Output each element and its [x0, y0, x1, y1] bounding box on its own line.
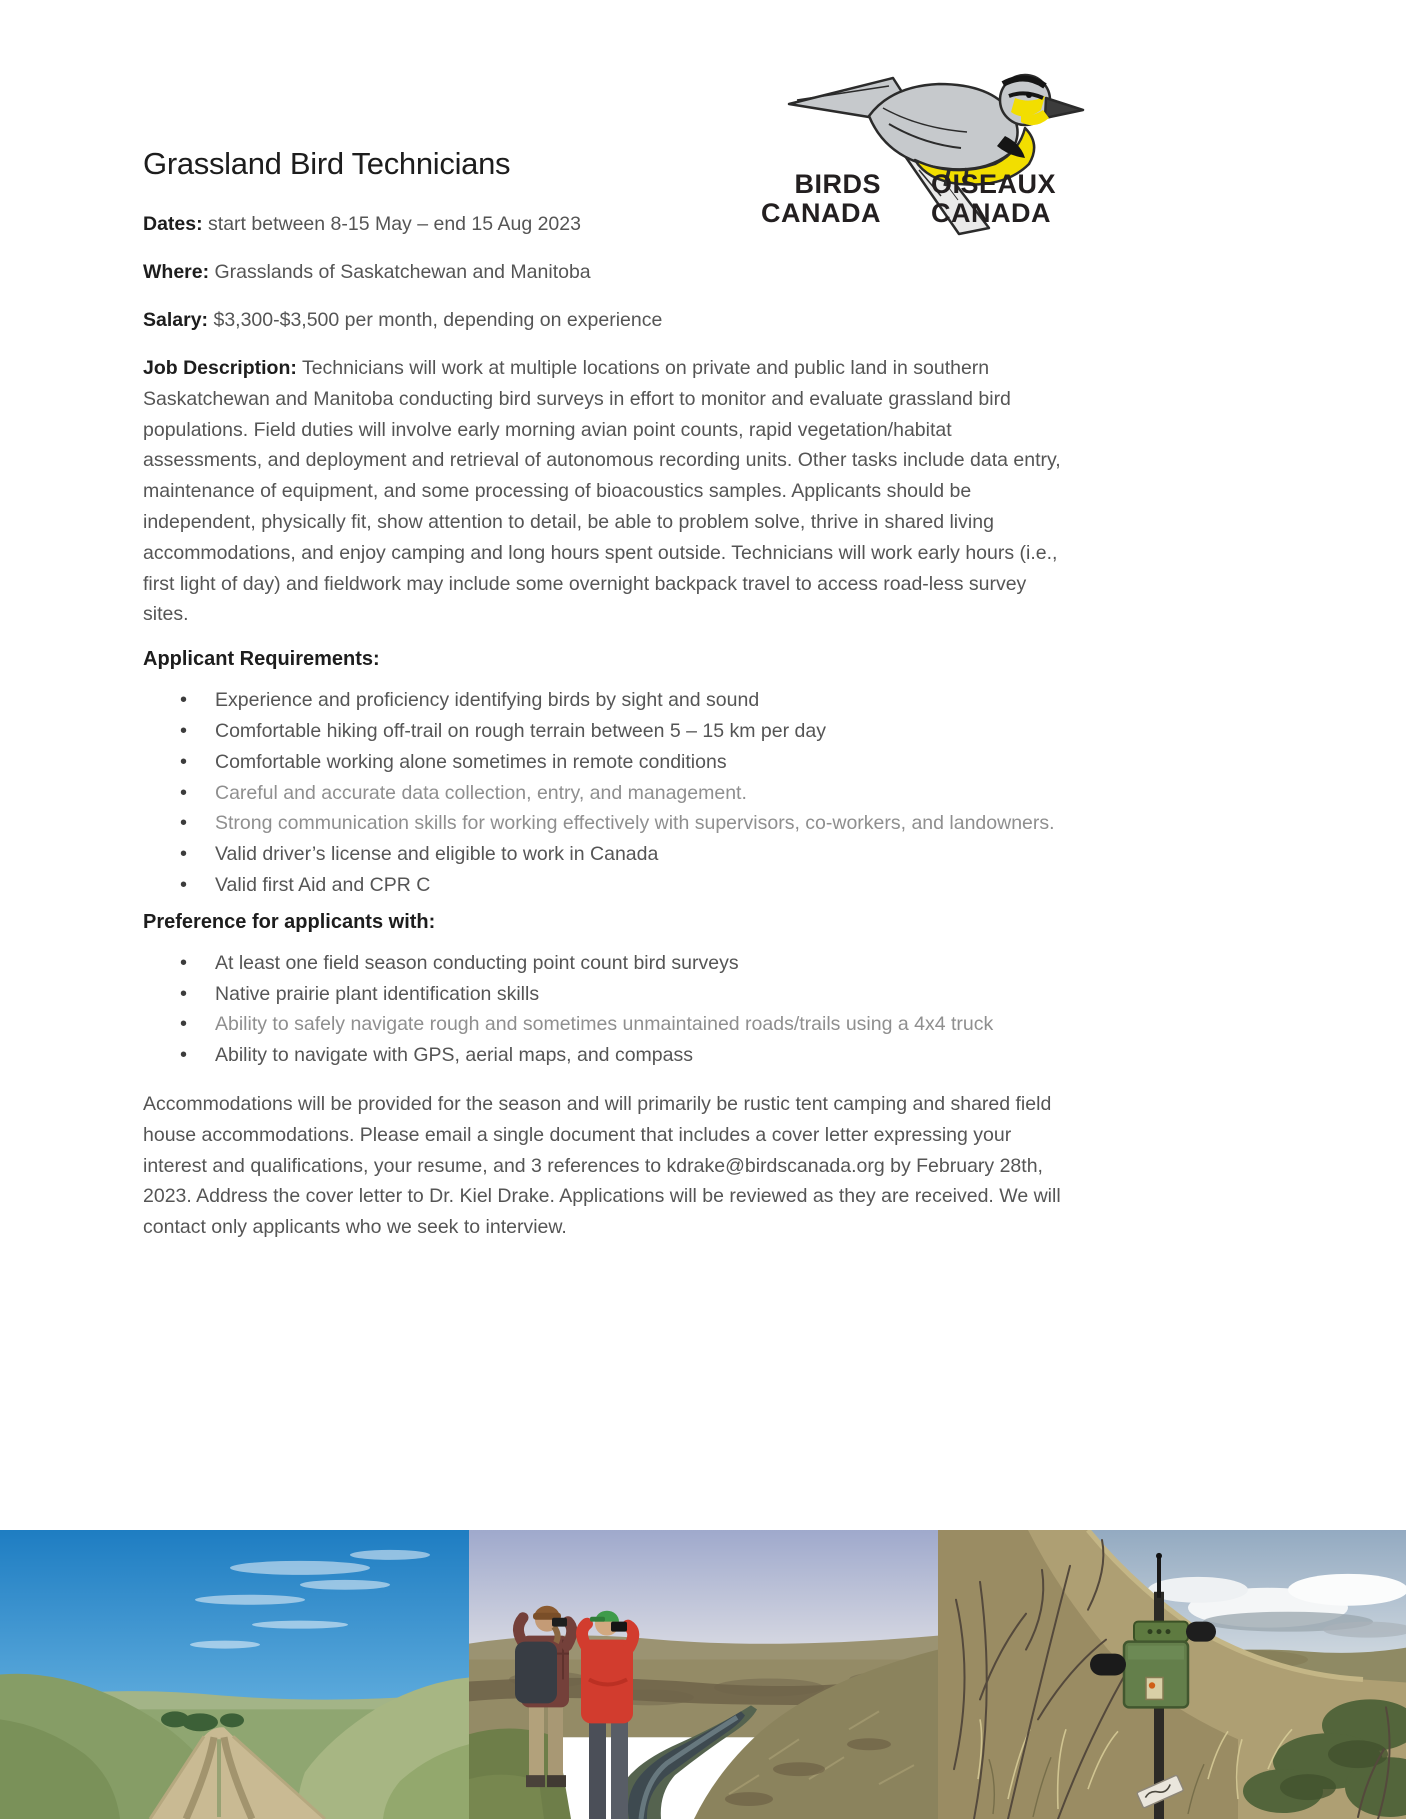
job-description-text: Technicians will work at multiple locations on private and public land in southern Saskatchewan and Manitoba conducting bird surveys in effort to monitor and evaluate grassland bird populations. Field duties will involve early morning avian point counts, rapid vegetation/habitat assessments, and deployment and retrieval of autonomous recording units. Other tasks include data entry, maintenance of equipment, and some processing of bioacoustics samples. Applicants should be independent, physically fit, show attention to detail, be able to problem solve, thrive in shared living accommodations, and enjoy camping and long hours spent outside. Technicians will work early hours (i.e., first light of day) and fieldwork may include some overnight backpack travel to access road-less survey sites.	[143, 357, 1061, 626]
salary-label: Salary:	[143, 309, 209, 331]
preferences-heading: Preference for applicants with:	[143, 910, 436, 933]
requirement-text: Comfortable working alone sometimes in remote conditions	[215, 750, 727, 773]
requirement-text: Valid first Aid and CPR C	[215, 873, 431, 896]
job-description-label: Job Description:	[143, 357, 297, 379]
requirements-heading: Applicant Requirements:	[143, 648, 380, 671]
preference-item	[143, 1009, 1068, 1040]
requirement-item	[143, 747, 1068, 778]
page-title: Grassland Bird Technicians	[143, 146, 511, 181]
requirement-text: Comfortable hiking off-trail on rough terrain between 5 – 15 km per day	[215, 719, 826, 742]
where-label: Where:	[143, 261, 210, 283]
requirement-item	[143, 839, 1068, 870]
requirement-text: Experience and proficiency identifying birds by sight and sound	[215, 689, 760, 712]
photo-strip	[0, 1530, 1406, 1819]
preference-text: Ability to navigate with GPS, aerial maps, and compass	[215, 1044, 693, 1067]
closing-paragraph: Accommodations will be provided for the season and will primarily be rustic tent camping and shared field house accommodations. Please email a single document that includes a cover letter expressing your interest and qualifications, your resume, and 3 references to kdrake@birdscanada.org by February 28th, 2023. Address the cover letter to Dr. Kiel Drake. Applications will be reviewed as they are received. We will contact only applicants who we seek to interview.	[143, 1092, 1061, 1239]
preference-item	[143, 1040, 1068, 1071]
preference-text: Native prairie plant identification skills	[215, 982, 540, 1005]
salary-value: $3,300-$3,500 per month, depending on experience	[213, 309, 663, 331]
prairie-road-photo	[0, 1530, 469, 1819]
requirements-list	[143, 685, 1068, 901]
dates-value: start between 8-15 May – end 15 Aug 2023	[208, 213, 581, 235]
technicians-overlook-photo	[469, 1530, 938, 1819]
dates-line	[143, 209, 1068, 240]
logo-text-canada-left: CANADA	[761, 198, 881, 228]
job-description	[143, 353, 1068, 630]
preference-text: At least one field season conducting point count bird surveys	[215, 951, 739, 974]
logo-text-oiseaux: OISEAUX	[931, 169, 1057, 199]
preference-item	[143, 948, 1068, 979]
requirement-item	[143, 778, 1068, 809]
requirement-item	[143, 685, 1068, 716]
preferences-list	[143, 948, 1068, 1071]
preference-text: Ability to safely navigate rough and sometimes unmaintained roads/trails using a 4x4 truck	[215, 1013, 994, 1036]
technician-in-red-jacket	[581, 1611, 633, 1819]
logo-text-birds: BIRDS	[794, 169, 881, 199]
requirement-text: Valid driver’s license and eligible to work in Canada	[215, 843, 659, 866]
requirement-item	[143, 716, 1068, 747]
dates-label: Dates:	[143, 213, 203, 235]
where-line	[143, 257, 1068, 288]
requirement-text: Careful and accurate data collection, entry, and management.	[215, 781, 747, 804]
requirement-item	[143, 808, 1068, 839]
document-body	[143, 146, 1068, 1261]
logo-text-canada-right: CANADA	[931, 198, 1051, 228]
salary-line	[143, 305, 1068, 336]
requirement-text: Strong communication skills for working effectively with supervisors, co-workers, and landowners.	[215, 812, 1055, 835]
where-value: Grasslands of Saskatchewan and Manitoba	[214, 261, 591, 283]
recording-unit-photo	[938, 1530, 1406, 1819]
requirement-item	[143, 870, 1068, 901]
preference-item	[143, 979, 1068, 1010]
